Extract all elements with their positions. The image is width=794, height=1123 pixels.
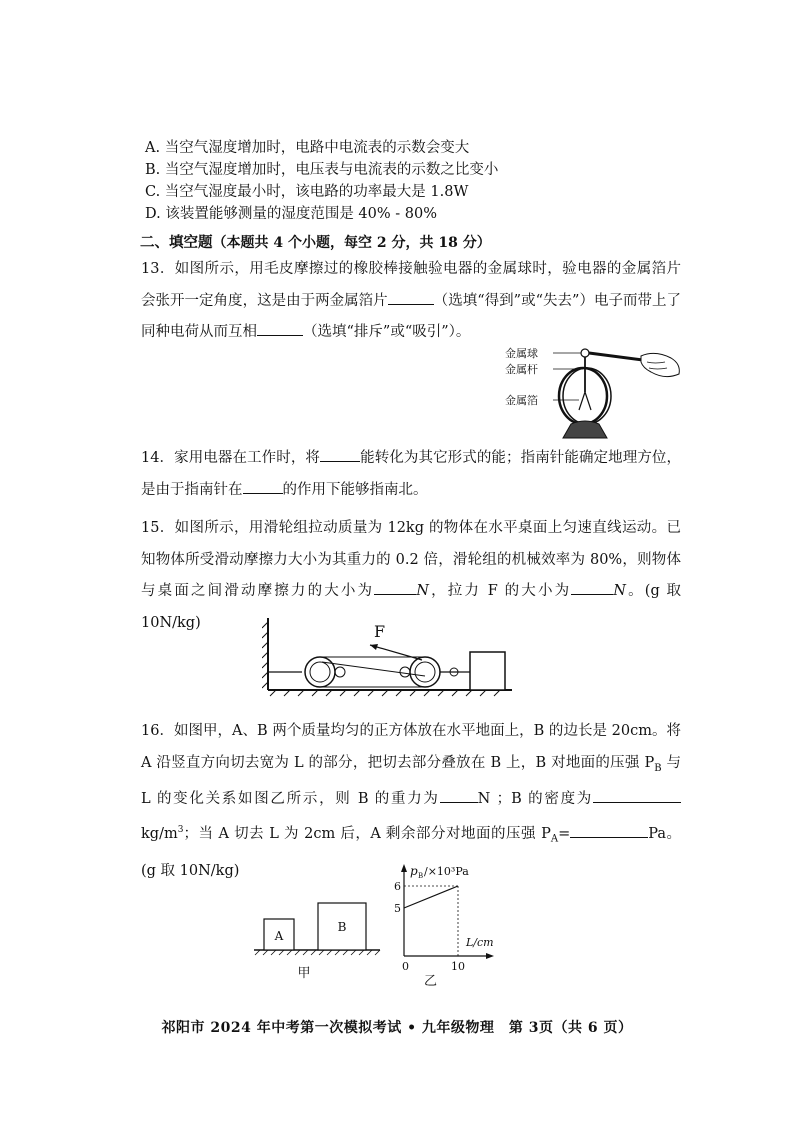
pulley-figure <box>262 618 512 698</box>
q16-text-7: Pa。(g 取 10N/kg) <box>141 826 682 879</box>
figure-jia-blocks <box>252 895 384 985</box>
y-axis-label-unit: /×10³Pa <box>424 865 469 878</box>
option-b: B. 当空气湿度增加时，电压表与电流表的示数之比变小 <box>145 162 499 178</box>
q16-sup-3: 3 <box>177 825 184 836</box>
x-axis-label: L/cm <box>466 936 494 949</box>
q14-blank-2[interactable] <box>243 479 283 494</box>
label-metal-foil: 金属箔 <box>505 394 538 407</box>
q15-text-3: 。(g 取 10N/kg) <box>141 583 681 631</box>
q15-unit-2: N <box>613 583 626 599</box>
label-metal-ball: 金属球 <box>505 347 538 360</box>
q16-blank-1[interactable] <box>440 788 478 803</box>
label-metal-rod: 金属杆 <box>505 363 538 376</box>
y-tick-5: 5 <box>394 902 401 915</box>
y-axis-label-sub: B <box>418 872 424 880</box>
option-c: C. 当空气湿度最小时，该电路的功率最大是 1.8W <box>145 184 469 200</box>
q15-blank-2[interactable] <box>571 580 613 595</box>
x-tick-0: 0 <box>402 960 409 973</box>
q16-text-1: 16．如图甲，A、B 两个质量均匀的正方体放在水平地面上，B 的边长是 20cm。将 A 沿竖直方向切去宽为 L 的部分，把切去部分叠放在 B 上，B 对地面的压强 P <box>141 723 681 771</box>
q13-text-1: 13．如图所示，用毛皮摩擦过的橡胶棒接触验电器的金属球时，验电器的金属箔片会张开一定角度，这是由于两金属箔片 <box>141 261 681 309</box>
section-title: 二、填空题 <box>140 234 213 251</box>
q15-blank-1[interactable] <box>374 580 416 595</box>
block-a-label: A <box>274 929 284 943</box>
q15-unit-1: N <box>416 583 429 599</box>
y-axis-label-p: p <box>410 864 418 878</box>
q16-text-5: ；当 A 切去 L 为 2cm 后，A 剩余部分对地面的压强 P <box>183 826 551 843</box>
q16-sub-a: A <box>550 834 559 846</box>
q16-text-2: 与 L 的变化关系如图乙所示，则 B 的重力为 <box>141 754 681 807</box>
block-b-label: B <box>337 920 347 934</box>
q14-blank-1[interactable] <box>320 447 360 462</box>
question-14 <box>141 443 681 506</box>
q14-text-2: 能转化为其它形式的能；指南针能确定地理方位，是由于指南针在 <box>141 450 682 498</box>
q16-text-4: kg/m <box>141 826 178 843</box>
electroscope-figure <box>495 340 695 444</box>
section-note: （本题共 4 个小题，每空 2 分，共 18 分） <box>212 235 491 251</box>
q15-text-1: 15．如图所示，用滑轮组拉动质量为 12kg 的物体在水平桌面上匀速直线运动。已知物体所受滑动摩擦力大小为其重力的 0.2 倍，滑轮组的机械效率为 80%，则物体与桌面之间滑动摩擦力的大小为 <box>141 520 681 599</box>
option-a: A. 当空气湿度增加时，电路中电流表的示数会变大 <box>145 140 470 156</box>
q13-blank-2[interactable] <box>257 321 303 336</box>
page-footer: 祁阳市 2024 年中考第一次模拟考试 • 九年级物理 第 3页（共 6 页） <box>161 1020 633 1036</box>
force-label-f: F <box>374 622 386 641</box>
q16-blank-2[interactable] <box>593 788 681 803</box>
pressure-line <box>404 886 458 908</box>
q16-text-3: N ；B 的密度为 <box>477 790 593 807</box>
q15-text-2: ，拉力 F 的大小为 <box>428 583 572 599</box>
figure-yi-graph <box>390 858 500 990</box>
q14-text-3: 的作用下能够指南北。 <box>282 481 428 498</box>
option-d: D. 该装置能够测量的湿度范围是 40% - 80% <box>145 206 438 222</box>
q13-text-2: （选填“得到”或“失去”）电子而带上了同种电荷从而互相 <box>141 292 682 340</box>
q16-blank-3[interactable] <box>570 823 648 838</box>
section-heading <box>140 231 491 252</box>
q16-sub-b: B <box>654 762 662 774</box>
figure-jia-caption: 甲 <box>297 966 311 981</box>
q13-text-3: （选填“排斥”或“吸引”）。 <box>303 324 471 340</box>
question-13 <box>141 254 681 349</box>
q14-text-1: 14．家用电器在工作时，将 <box>141 450 321 466</box>
figure-yi-caption: 乙 <box>424 974 438 989</box>
q16-text-6: = <box>558 826 571 843</box>
x-tick-10: 10 <box>451 960 465 973</box>
y-tick-6: 6 <box>394 880 401 893</box>
q13-blank-1[interactable] <box>388 290 434 305</box>
